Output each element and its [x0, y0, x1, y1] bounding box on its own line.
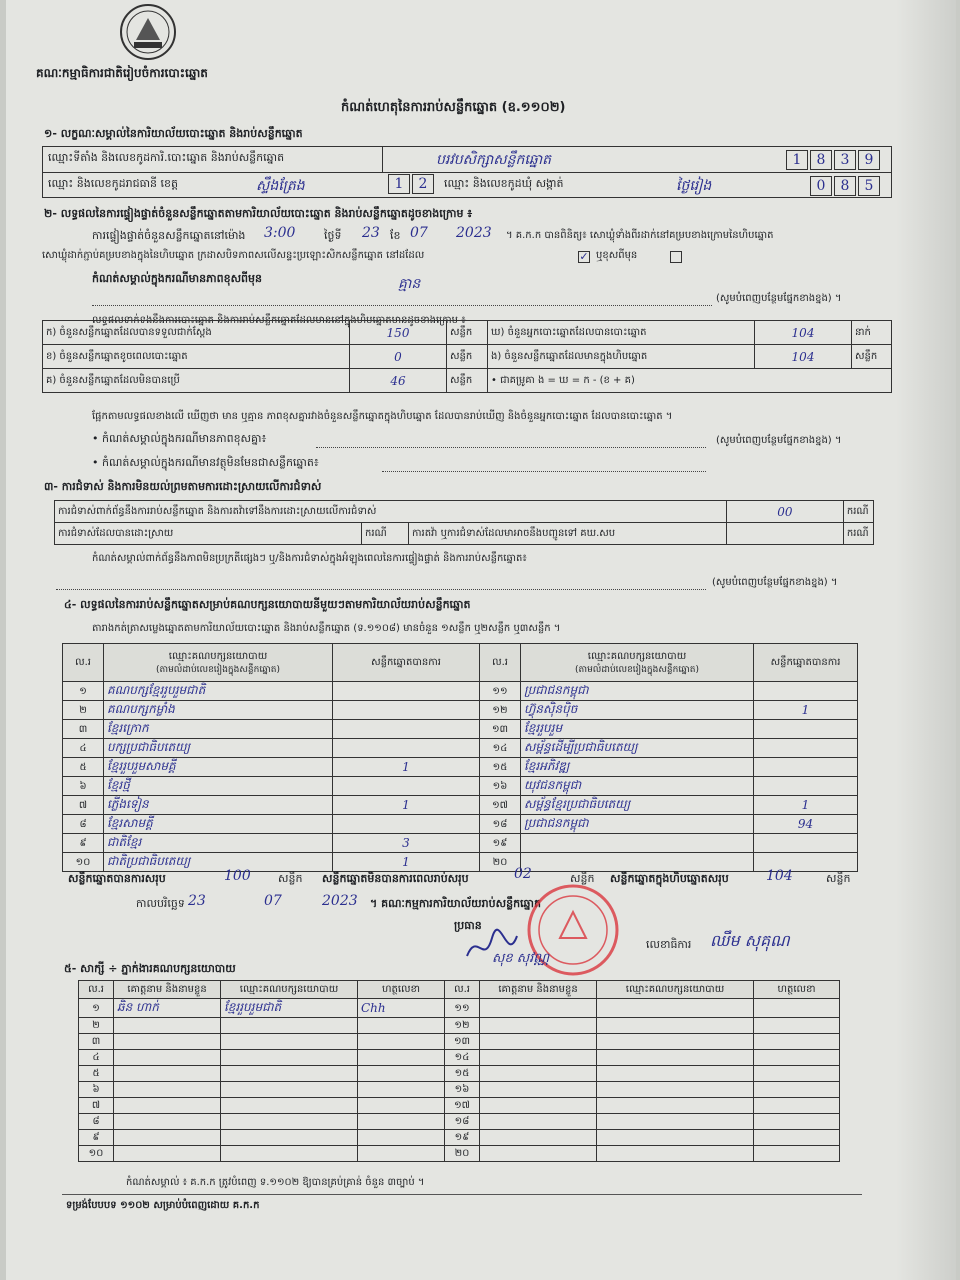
province-code-digit: 1: [388, 174, 410, 194]
total-invalid: 02: [514, 866, 532, 882]
party-number: ៥: [63, 758, 104, 777]
witness-number: ២: [79, 1018, 114, 1034]
party-name: ជាតិខ្មែរ: [104, 834, 333, 853]
party-number: ៣: [63, 720, 104, 739]
party-name: ខ្មែរថ្មី: [104, 777, 333, 796]
party-votes: [333, 720, 480, 739]
party-votes: [333, 739, 480, 758]
president-name: សុខ សុវណ្ណ: [492, 951, 550, 966]
party-number: ១០: [63, 853, 104, 872]
province-value: ស្ទឹងត្រែង: [256, 178, 305, 194]
witness-number: ៧: [79, 1098, 114, 1114]
section5-title: ៥- សាក្សី ÷ ភ្នាក់ងារគណបក្សនយោបាយ: [64, 962, 236, 975]
party-votes: 1: [333, 796, 480, 815]
witness-signature: [358, 1034, 445, 1050]
party-name: ខ្មែរក្រោក: [104, 720, 333, 739]
witness-number: ៦: [79, 1082, 114, 1098]
witness-party: [597, 1098, 754, 1114]
party-number: ១៥: [480, 758, 521, 777]
party-name: ខ្មែរសាមគ្គី: [104, 815, 333, 834]
witness-party: [221, 1098, 358, 1114]
table-row: [79, 1114, 840, 1130]
party-votes: [754, 720, 858, 739]
box-total: 104: [766, 868, 793, 884]
party-name: ភ្លើងទៀន: [104, 796, 333, 815]
witness-name: [480, 1050, 597, 1066]
witness-table: ល.រ គោត្តនាម និងនាមខ្លួន ឈ្មោះគណបក្សនយោបាយ ហត្ថលេខា ល.រ គោត្តនាម និងនាមខ្លួន ឈ្មោះគណបក្សនយោបាយ ហត្ថលេខា ១ ឆិន ហាក់ ខ្មែររួបរួមជាតិ Chh ១១ ២ ១២ ៣ ១៣ ៤ ១៤ ៥ ១៥ ៦ ១៦ ៧ ១៧ ៨ ១៨ ៩ ១៩ ១០ ២០: [78, 980, 840, 1162]
witness-name: [114, 1098, 221, 1114]
witness-number: ១: [79, 999, 114, 1018]
party-number: ៤: [63, 739, 104, 758]
witness-signature: [358, 1114, 445, 1130]
witness-party: [221, 1130, 358, 1146]
party-name: ខ្មែររួបរួមសាមគ្គី: [104, 758, 333, 777]
section2-title: ២- លទ្ធផលនៃការផ្ទៀងផ្ទាត់ចំនួនសន្លឹកឆ្នោតតាមការិយាល័យបោះឆ្នោត និងរាប់សន្លឹកឆ្នោតដូចខាងក្រោម ៖: [44, 207, 473, 220]
party-name: ហ៊្វុនស៊ិនប៉ិច: [521, 701, 754, 720]
party-number: ១៤: [480, 739, 521, 758]
commune-value: ថ្ងៃរៀង: [676, 178, 712, 194]
objections-table: ការជំទាស់ពាក់ព័ន្ធនឹងការរាប់សន្លឹកឆ្នោត និងការតវ៉ាទៅនឹងការដោះស្រាយលើការជំទាស់ 00 ករណី ការជំទាស់ដែលបានដោះស្រាយ ករណី ការតវ៉ា ឬការជំទាស់ដែលមាអាចនឹងបញ្ជូនទៅ គឃ.សប ករណី: [54, 500, 874, 545]
witness-signature: [754, 1034, 840, 1050]
party-votes: [333, 682, 480, 701]
party-votes: [333, 701, 480, 720]
party-name: សម្ព័ន្ធដើម្បីប្រជាធិបតេយ្យ: [521, 739, 754, 758]
witness-number: ១៥: [445, 1066, 480, 1082]
party-votes: [754, 758, 858, 777]
code-digit: 5: [858, 176, 880, 196]
table-row: [79, 1130, 840, 1146]
witness-signature: [754, 1082, 840, 1098]
witness-party: [597, 1034, 754, 1050]
total-valid: 100: [224, 868, 251, 884]
party-votes: 1: [333, 853, 480, 872]
witness-signature: [754, 1130, 840, 1146]
changed-checkbox[interactable]: [670, 251, 682, 263]
witness-name: [114, 1114, 221, 1130]
party-name: សម្ព័ន្ធខ្មែរប្រជាធិបតេយ្យ: [521, 796, 754, 815]
code-digit: 8: [834, 176, 856, 196]
witness-name: [480, 1034, 597, 1050]
party-name: [521, 853, 754, 872]
party-votes: [333, 815, 480, 834]
witness-name: [114, 1034, 221, 1050]
code-digit: 1: [786, 150, 808, 170]
witness-name: [114, 1082, 221, 1098]
verify-time: 3:00: [264, 225, 296, 241]
verify-day: 23: [362, 225, 380, 241]
party-votes: 1: [333, 758, 480, 777]
note-value: គ្មាន: [398, 276, 421, 292]
party-number: ៦: [63, 777, 104, 796]
verify-time-label: ការផ្ទៀងផ្ទាត់ចំនួនសន្លឹកឆ្នោតនៅម៉ោង: [92, 229, 246, 242]
section3-title: ៣- ការជំទាស់ និងការមិនយល់ព្រមតាមការដោះស្រាយលើការជំទាស់: [44, 480, 322, 493]
same-checkbox[interactable]: ✓: [579, 250, 589, 263]
table-row: [79, 999, 840, 1018]
code-digit: 9: [858, 150, 880, 170]
date-month: 07: [264, 893, 282, 909]
party-votes: [754, 834, 858, 853]
results-intro: លទ្ធផលទាក់ទងនឹងការបោះឆ្នោត និងការរាប់សន្លឹកឆ្នោតដែលមាននៅក្នុងហិបឆ្នោតមានដូចខាងក្រោម ៖: [92, 315, 466, 326]
party-name: ប្រជាជនកម្ពុជា: [521, 682, 754, 701]
witness-number: ១៧: [445, 1098, 480, 1114]
form-title: កំណត់ហេតុនៃការរាប់សន្លឹកឆ្នោត (ឧ.១១០២): [341, 100, 566, 115]
votes-table: ល.រ ឈ្មោះគណបក្សនយោបាយ (តាមលំដាប់លេខរៀងក្នុងសន្លឹកឆ្នោត) សន្លឹកឆ្នោតបានការ ល.រ ឈ្មោះគណបក្សនយោបាយ (តាមលំដាប់លេខរៀងក្នុងសន្លឹកឆ្នោត) សន្លឹកឆ្នោតបានការ ១ គណបក្សខ្មែររួបរួមជាតិ ១១ ប្រជាជនកម្ពុជា ២ គណបក្សកម្លាំង ១២ ហ៊្វុនស៊ិនប៉ិច 1 ៣ ខ្មែរក្រោក ១៣ ខ្មែររួបរួម ៤ បក្សប្រជាធិបតេយ្យ ១៤ សម្ព័ន្ធដើម្បីប្រជាធិបតេយ្យ ៥ ខ្មែររួបរួមសាមគ្គី 1 ១៥ ខ្មែរអភិវឌ្ឍ ៦ ខ្មែរថ្មី ១៦ យុវជនកម្ពុជា ៧ ភ្លើងទៀន 1 ១៧ សម្ព័ន្ធខ្មែរប្រជាធិបតេយ្យ 1 ៨ ខ្មែរសាមគ្គី ១៨ ប្រជាជនកម្ពុជា 94 ៩ ជាតិខ្មែរ 3 ១៩ ១០ ជាតិប្រជាធិបតេយ្យ 1 ២០: [62, 643, 858, 872]
party-number: ១: [63, 682, 104, 701]
party-name: [521, 834, 754, 853]
party-votes: [754, 682, 858, 701]
witness-party: [597, 1018, 754, 1034]
witness-name: [480, 1114, 597, 1130]
table-row: [79, 1034, 840, 1050]
witness-name: ឆិន ហាក់: [114, 999, 221, 1018]
witness-number: ១៤: [445, 1050, 480, 1066]
section4-intro: តារាងកត់ត្រាសម្លេងឆ្នោតតាមការិយាល័យបោះឆ្នោត និងរាប់សន្លឹកឆ្នោត (ទ.១១០៨) មានចំនួន ១សន្លឹក ឬ២សន្លឹក ឬ៣សន្លឹក ។: [92, 623, 561, 634]
party-number: ១១: [480, 682, 521, 701]
witness-party: [597, 1146, 754, 1162]
nec-emblem-icon: [112, 2, 184, 64]
party-number: ២០: [480, 853, 521, 872]
witness-party: [221, 1114, 358, 1130]
party-number: ២: [63, 701, 104, 720]
party-votes: 3: [333, 834, 480, 853]
form-footer: ទម្រង់បែបបទ ១១០២ សម្រាប់បំពេញដោយ គ.ក.ក: [66, 1200, 260, 1211]
witness-signature: [358, 1146, 445, 1162]
witness-party: [597, 1114, 754, 1130]
table-row: [63, 758, 858, 777]
witness-party: [597, 1130, 754, 1146]
table-row: [63, 853, 858, 872]
party-name: ជាតិប្រជាធិបតេយ្យ: [104, 853, 333, 872]
witness-signature: [358, 1050, 445, 1066]
witness-party: [221, 1018, 358, 1034]
witness-party: [597, 1066, 754, 1082]
code-digit: 0: [810, 176, 832, 196]
province-label: ឈ្មោះ និងលេខកូដរាជធានី ខេត្ត: [48, 177, 178, 190]
party-name: គណបក្សកម្លាំង: [104, 701, 333, 720]
table-row: [79, 1050, 840, 1066]
witness-name: [480, 1018, 597, 1034]
form-page: គណៈកម្មាធិការជាតិរៀបចំការបោះឆ្នោត កំណត់ហេតុនៃការរាប់សន្លឹកឆ្នោត (ឧ.១១០២) ១- លក្ខណៈសម្គាល់នៃការិយាល័យបោះឆ្នោត និងរាប់សន្លឹកឆ្នោត ឈ្មោះទីតាំង និងលេខកូដការិ.បោះឆ្នោត និងរាប់សន្លឹកឆ្នោត បរវបសិក្សាសន្លឹកឆ្នោត ឈ្មោះ និងលេខកូដរាជធានី ខេត្ត ស្ទឹងត្រែង 1 2 ឈ្មោះ និងលេខកូដឃុំ សង្កាត់ ថ្ងៃរៀង 1 8 3 9 0 8 5 ២- លទ្ធផលនៃការផ្ទៀងផ្ទាត់ចំនួនសន្លឹកឆ្នោតតាមការិយាល័យបោះឆ្នោត និងរាប់សន្លឹកឆ្នោតដូចខាងក្រោម ៖ ការផ្ទៀងផ្ទាត់ចំនួនសន្លឹកឆ្នោតនៅម៉ោង 3:00 ថ្ងៃទី 23 ខែ 07 2023 ។ គ.ក.ក បានពិនិត្យ៖ សោឃ្លុំទាំងពីរដាក់នៅគម្របខាងក្រោមនៃហិបឆ្នោត សោឃ្លុំដាក់ភ្ជាប់គម្របខាងក្នុងនៃហិបឆ្នោត ក្រដាសបិទភាពសលើសន្ទះប្រឡោះសិកសន្លឹកឆ្នោត នៅដដែល ✓ ឬខុសពីមុន កំណត់សម្គាល់ក្នុងករណីមានភាពខុសពីមុន គ្មាន (សូមបំពេញបន្ថែមផ្នែកខាងខ្នង) ។ លទ្ធផលទាក់ទងនឹងការបោះឆ្នោត និងការរាប់សន្លឹកឆ្នោតដែលមាននៅក្នុងហិបឆ្នោតមានដូចខាងក្រោម ៖ ក) ចំនួនសន្លឹកឆ្នោតដែលបានទទួលជាក់ស្តែង 150 សន្លឹក ឃ) ចំនួនអ្នកបោះឆ្នោតដែលបានបោះឆ្នោត 104 នាក់ ខ) ចំនួនសន្លឹកឆ្នោតខូចពេលបោះឆ្នោត 0 សន្លឹក ង) ចំនួនសន្លឹកឆ្នោតដែលមានក្នុងហិបឆ្នោត 104 សន្លឹក គ) ចំនួនសន្លឹកឆ្នោតដែលមិនបានប្រើ 46 សន្លឹក • ជាគម្រូគា ង = ឃ = ក - (ខ + គ) ផ្អែកតាមលទ្ធផលខាងលើ ឃើញថា មាន ឬគ្មាន ភាពខុសគ្នារវាងចំនួនសន្លឹកឆ្នោតក្នុងហិបឆ្នោត ដែលបានរាប់ឃើញ និងចំនួនអ្នកបោះឆ្នោត ដែលបានបោះឆ្នោត ។ • កំណត់សម្គាល់ក្នុងករណីមានភាពខុសគ្នា៖ (សូមបំពេញបន្ថែមផ្នែកខាងខ្នង) ។ • កំណត់សម្គាល់ក្នុងករណីមានវត្ថុមិនមែនជាសន្លឹកឆ្នោត៖ ៣- ការជំទាស់ និងការមិនយល់ព្រមតាមការដោះស្រាយលើការជំទាស់ ការជំទាស់ពាក់ព័ន្ធនឹងការរាប់សន្លឹកឆ្នោត និងការតវ៉ាទៅនឹងការដោះស្រាយលើការជំទាស់ 00 ករណី ការជំទាស់ដែលបានដោះស្រាយ ករណី ការតវ៉ា ឬការជំទាស់ដែលមាអាចនឹងបញ្ជូនទៅ គឃ.សប ករណី កំណត់សម្គាល់ពាក់ព័ន្ធនឹងភាពមិនប្រក្រតីផ្សេងៗ ឬ/និងការជំទាស់ក្នុងអំឡុងពេលនៃការផ្ទៀងផ្ទាត់ និងការរាប់សន្លឹកឆ្នោត៖ (សូមបំពេញបន្ថែមផ្នែកខាងខ្នង) ។ ៤- លទ្ធផលនៃការរាប់សន្លឹកឆ្នោតសម្រាប់គណបក្សនយោបាយនីមួយៗតាមការិយាល័យរាប់សន្លឹកឆ្នោត តារាងកត់ត្រាសម្លេងឆ្នោតតាមការិយាល័យបោះឆ្នោត និងរាប់សន្លឹកឆ្នោត (ទ.១១០៨) មានចំនួន ១សន្លឹក ឬ២សន្លឹក ឬ៣សន្លឹក ។ ល.រ ឈ្មោះគណបក្សនយោបាយ (តាមលំដាប់លេខរៀងក្នុងសន្លឹកឆ្នោត) សន្លឹកឆ្នោតបានការ ល.រ ឈ្មោះគណបក្សនយោបាយ (តាមលំដាប់លេខរៀងក្នុងសន្លឹកឆ្នោត) សន្លឹកឆ្នោតបានការ ១ គណបក្សខ្មែររួបរួមជាតិ ១១ ប្រជាជនកម្ពុជា ២ គណបក្សកម្លាំង ១២ ហ៊្វុនស៊ិនប៉ិច 1 ៣ ខ្មែរក្រោក ១៣ ខ្មែររួបរួម ៤ បក្សប្រជាធិបតេយ្យ ១៤ សម្ព័ន្ធដើម្បីប្រជាធិបតេយ្យ ៥ ខ្មែររួបរួមសាមគ្គី 1 ១៥ ខ្មែរអភិវឌ្ឍ ៦ ខ្មែរថ្មី ១៦ យុវជនកម្ពុជា ៧ ភ្លើងទៀន 1 ១៧ សម្ព័ន្ធខ្មែរប្រជាធិបតេយ្យ 1 ៨ ខ្មែរសាមគ្គី ១៨ ប្រជាជនកម្ពុជា 94 ៩ ជាតិខ្មែរ 3 ១៩ ១០ ជាតិប្រជាធិបតេយ្យ 1 ២០ សន្លឹកឆ្នោតបានការសរុប 100 សន្លឹក សន្លឹកឆ្នោតមិនបានការពេលរាប់សរុប 02 សន្លឹក សន្លឹកឆ្នោតក្នុងហិបឆ្នោតសរុប 104 សន្លឹក កាលបរិច្ឆេទ 23 07 2023 ។ គណៈកម្មការការិយាល័យរាប់សន្លឹកឆ្នោត ប្រធាន សុខ សុវណ្ណ លេខាធិការ ឈឹម សុគុណ ៥- សាក្សី ÷ ភ្នាក់ងារគណបក្សនយោបាយ ល.រ គោត្តនាម និងនាមខ្លួន ឈ្មោះគណបក្សនយោបាយ ហត្ថលេខា ល.រ គោត្តនាម និងនាមខ្លួន ឈ្មោះគណបក្សនយោបាយ ហត្ថលេខា ១ ឆិន ហាក់ ខ្មែររួបរួមជាតិ Chh ១១ ២ ១២ ៣ ១៣ ៤ ១៤ ៥ ១៥ ៦ ១៦ ៧ ១៧ ៨ ១៨ ៩ ១៩ ១០ ២០ កំណត់សម្គាល់ ៖ គ.ក.ក ត្រូវបំពេញ ទ.១១០២ ឱ្យបានគ្រប់គ្រាន់ ចំនួន ៣ច្បាប់ ។ ទម្រង់បែបបទ ១១០២ សម្រាប់បំពេញដោយ គ.ក.ក: [6, 0, 956, 1280]
secretary-label: លេខាធិការ: [646, 938, 692, 951]
witness-signature: [754, 1050, 840, 1066]
party-votes: 1: [754, 796, 858, 815]
party-name: ខ្មែរអភិវឌ្ឍ: [521, 758, 754, 777]
note-label: កំណត់សម្គាល់ក្នុងករណីមានភាពខុសពីមុន: [92, 272, 262, 285]
witness-party: [221, 1066, 358, 1082]
witness-name: [114, 1018, 221, 1034]
witness-number: ១៩: [445, 1130, 480, 1146]
party-votes: [333, 777, 480, 796]
section1-title: ១- លក្ខណៈសម្គាល់នៃការិយាល័យបោះឆ្នោត និងរាប់សន្លឹកឆ្នោត: [44, 127, 303, 140]
table-row: [79, 1146, 840, 1162]
commune-label: ឈ្មោះ និងលេខកូដឃុំ សង្កាត់: [444, 177, 564, 190]
party-votes: [754, 777, 858, 796]
president-label: ប្រធាន: [454, 919, 482, 932]
party-name: បក្សប្រជាធិបតេយ្យ: [104, 739, 333, 758]
witness-signature: [358, 1066, 445, 1082]
witness-signature: [358, 1082, 445, 1098]
location-value: បរវបសិក្សាសន្លឹកឆ្នោត: [436, 152, 552, 168]
party-votes: [754, 739, 858, 758]
table-row: [79, 1098, 840, 1114]
witness-name: [114, 1146, 221, 1162]
party-number: ១៨: [480, 815, 521, 834]
party-name: គណបក្សខ្មែររួបរួមជាតិ: [104, 682, 333, 701]
verify-month: 07: [410, 225, 428, 241]
table-row: [63, 796, 858, 815]
party-name: ប្រជាជនកម្ពុជា: [521, 815, 754, 834]
table-row: [79, 1018, 840, 1034]
party-number: ១៦: [480, 777, 521, 796]
witness-party: [597, 999, 754, 1018]
witness-signature: [358, 1098, 445, 1114]
witness-number: ២០: [445, 1146, 480, 1162]
province-code-digit: 2: [412, 174, 434, 194]
witness-party: ខ្មែររួបរួមជាតិ: [221, 999, 358, 1018]
party-number: ៧: [63, 796, 104, 815]
table-row: [79, 1066, 840, 1082]
witness-signature: Chh: [358, 999, 445, 1018]
witness-party: [221, 1146, 358, 1162]
table-row: [63, 834, 858, 853]
witness-signature: [754, 1146, 840, 1162]
party-number: ៩: [63, 834, 104, 853]
compare-line: ផ្អែកតាមលទ្ធផលខាងលើ ឃើញថា មាន ឬគ្មាន ភាពខុសគ្នារវាងចំនួនសន្លឹកឆ្នោតក្នុងហិបឆ្នោត ដែលបានរាប់ឃើញ និងចំនួនអ្នកបោះឆ្នោត ដែលបានបោះឆ្នោត ។: [92, 411, 673, 422]
witness-number: ១១: [445, 999, 480, 1018]
party-number: ៨: [63, 815, 104, 834]
section4-title: ៤- លទ្ធផលនៃការរាប់សន្លឹកឆ្នោតសម្រាប់គណបក្សនយោបាយនីមួយៗតាមការិយាល័យរាប់សន្លឹកឆ្នោត: [64, 598, 471, 611]
witness-name: [480, 1146, 597, 1162]
witness-signature: [754, 1018, 840, 1034]
witness-signature: [754, 999, 840, 1018]
party-name: ខ្មែររួបរួម: [521, 720, 754, 739]
witness-number: ៥: [79, 1066, 114, 1082]
witness-party: [221, 1034, 358, 1050]
table-row: [63, 777, 858, 796]
witness-signature: [358, 1130, 445, 1146]
witness-name: [114, 1130, 221, 1146]
location-label: ឈ្មោះទីតាំង និងលេខកូដការិ.បោះឆ្នោត និងរាប់សន្លឹកឆ្នោត: [48, 151, 285, 164]
party-number: ១២: [480, 701, 521, 720]
party-number: ១៧: [480, 796, 521, 815]
witness-number: ៣: [79, 1034, 114, 1050]
witness-name: [480, 999, 597, 1018]
code-digit: 8: [810, 150, 832, 170]
witness-signature: [754, 1114, 840, 1130]
witness-number: ១៨: [445, 1114, 480, 1130]
witness-party: [597, 1082, 754, 1098]
org-name: គណៈកម្មាធិការជាតិរៀបចំការបោះឆ្នោត: [36, 66, 208, 80]
table-row: [63, 701, 858, 720]
table-row: [63, 815, 858, 834]
party-votes: 94: [754, 815, 858, 834]
footer-note: កំណត់សម្គាល់ ៖ គ.ក.ក ត្រូវបំពេញ ទ.១១០២ ឱ្យបានគ្រប់គ្រាន់ ចំនួន ៣ច្បាប់ ។: [126, 1177, 425, 1188]
secretary-name: ឈឹម សុគុណ: [710, 931, 790, 950]
witness-number: ៨: [79, 1114, 114, 1130]
table-row: [63, 720, 858, 739]
witness-name: [114, 1050, 221, 1066]
witness-number: ១៦: [445, 1082, 480, 1098]
party-name: យុវជនកម្ពុជា: [521, 777, 754, 796]
witness-party: [597, 1050, 754, 1066]
party-number: ១៣: [480, 720, 521, 739]
witness-number: ៤: [79, 1050, 114, 1066]
witness-party: [221, 1082, 358, 1098]
witness-name: [480, 1066, 597, 1082]
witness-name: [480, 1098, 597, 1114]
witness-number: ៩: [79, 1130, 114, 1146]
witness-name: [480, 1130, 597, 1146]
witness-signature: [754, 1098, 840, 1114]
results-table: ក) ចំនួនសន្លឹកឆ្នោតដែលបានទទួលជាក់ស្តែង 150 សន្លឹក ឃ) ចំនួនអ្នកបោះឆ្នោតដែលបានបោះឆ្នោត 104 នាក់ ខ) ចំនួនសន្លឹកឆ្នោតខូចពេលបោះឆ្នោត 0 សន្លឹក ង) ចំនួនសន្លឹកឆ្នោតដែលមានក្នុងហិបឆ្នោត 104 សន្លឹក គ) ចំនួនសន្លឹកឆ្នោតដែលមិនបានប្រើ 46 សន្លឹក • ជាគម្រូគា ង = ឃ = ក - (ខ + គ): [42, 320, 892, 393]
witness-number: ១៣: [445, 1034, 480, 1050]
party-number: ១៩: [480, 834, 521, 853]
witness-name: [480, 1082, 597, 1098]
witness-number: ១០: [79, 1146, 114, 1162]
table-row: [79, 1082, 840, 1098]
code-digit: 3: [834, 150, 856, 170]
party-votes: 1: [754, 701, 858, 720]
table-row: [63, 682, 858, 701]
witness-party: [221, 1050, 358, 1066]
table-row: [63, 739, 858, 758]
witness-signature: [754, 1066, 840, 1082]
verify-year: 2023: [456, 225, 492, 241]
date-day: 23: [188, 893, 206, 909]
witness-signature: [358, 1018, 445, 1034]
witness-number: ១២: [445, 1018, 480, 1034]
date-year: 2023: [322, 893, 358, 909]
witness-name: [114, 1066, 221, 1082]
